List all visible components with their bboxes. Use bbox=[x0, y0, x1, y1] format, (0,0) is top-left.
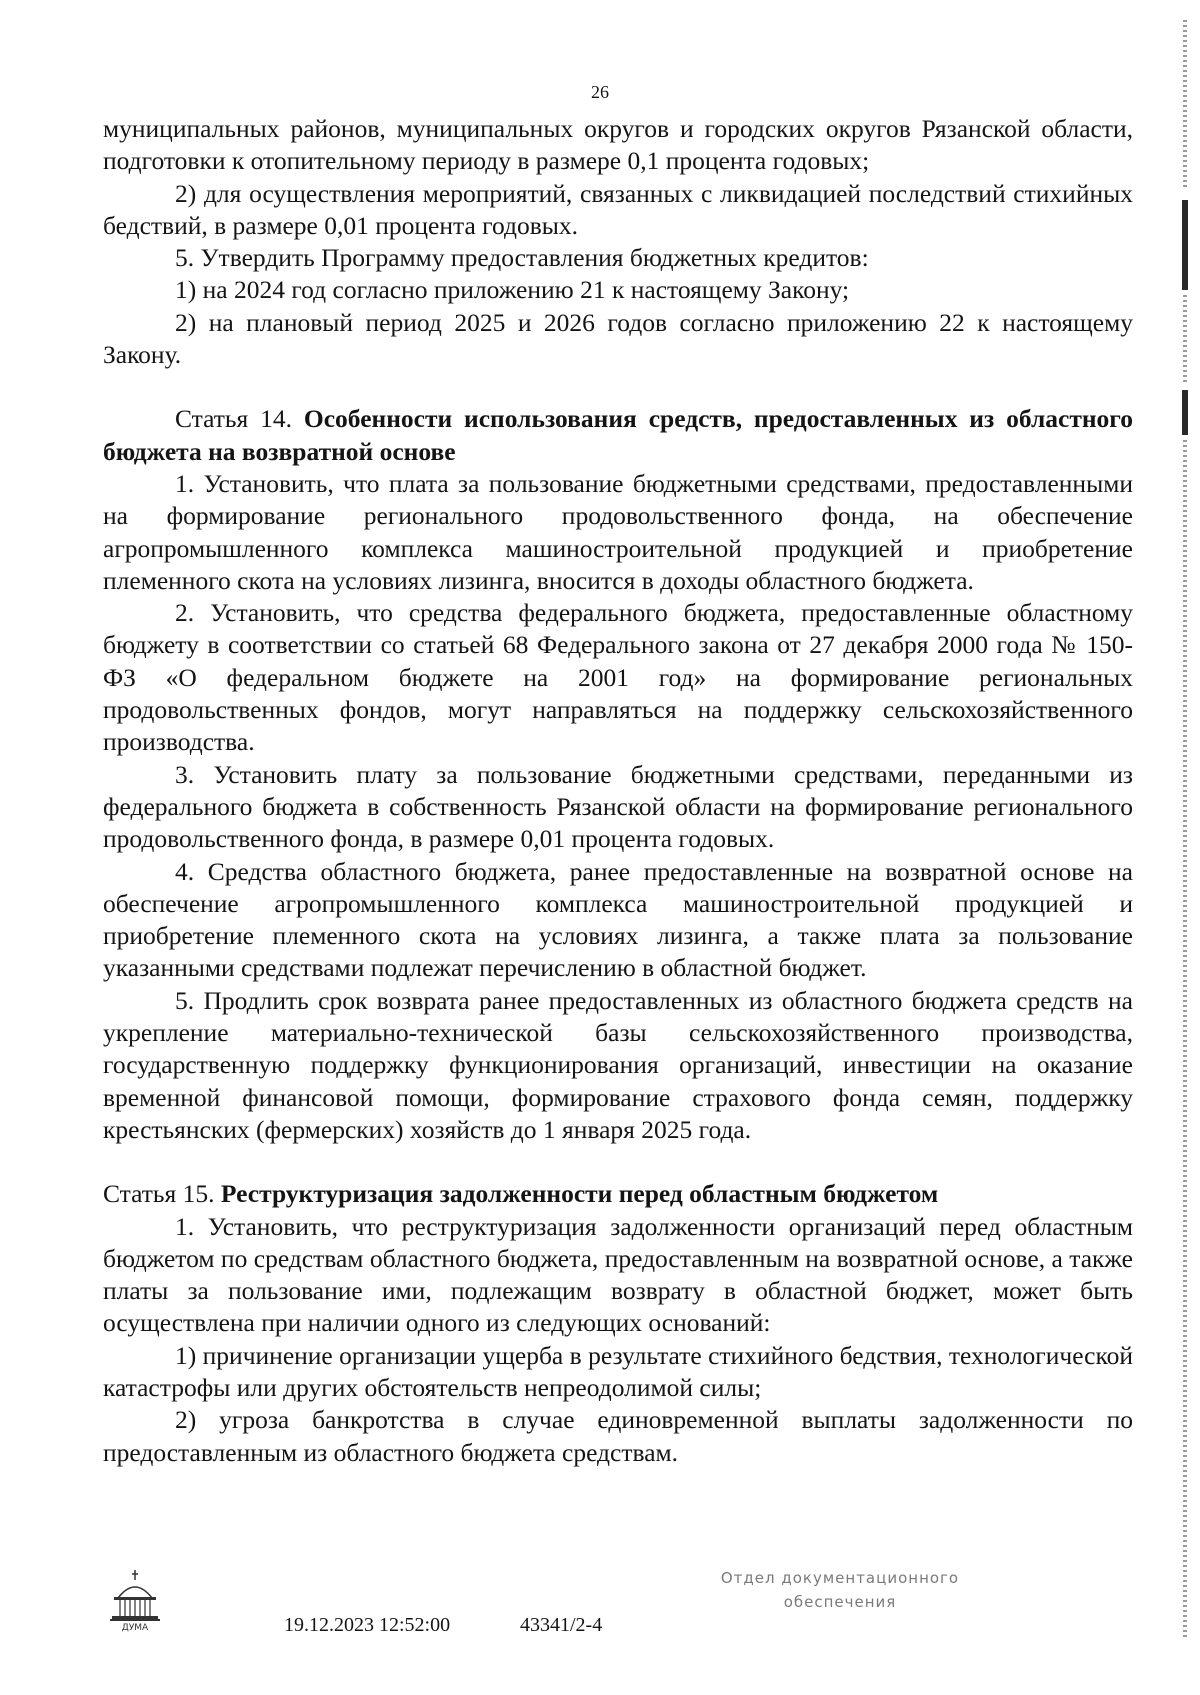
paragraph: 1) на 2024 год согласно приложению 21 к настоящему Закону; bbox=[175, 275, 850, 305]
document-body bbox=[103, 113, 1133, 1469]
page-number: 26 bbox=[591, 82, 609, 102]
paragraph: 2) угроза банкротства в случае единовременной выплаты задолженности по предоставленным из областного бюджета средствам. bbox=[103, 1405, 1133, 1467]
footer-datetime: 19.12.2023 12:52:00 bbox=[284, 1614, 451, 1636]
article-15-title: Реструктуризация задолженности перед областным бюджетом bbox=[220, 1179, 939, 1209]
logo-text: ДУМА bbox=[121, 1623, 149, 1632]
article-14-heading bbox=[103, 403, 1133, 468]
article-14-title: Особенности использования средств, предоставленных из областного бюджета на возвратной основе bbox=[103, 404, 1133, 466]
paragraph: 2) на плановый период 2025 и 2026 годов согласно приложению 22 к настоящему Закону. bbox=[103, 307, 1133, 370]
article-15-label: Статья 15. bbox=[103, 1179, 215, 1209]
article-15-heading bbox=[103, 1178, 1133, 1210]
stamp-line-2: обеспечения bbox=[783, 1593, 897, 1611]
footer-doc-number: 43341/2-4 bbox=[520, 1614, 603, 1636]
article-14-label: Статья 14. bbox=[175, 404, 293, 434]
stamp-line-1: Отдел документационного bbox=[720, 1569, 960, 1587]
paragraph: 1. Установить, что реструктуризация задолженности организаций перед областным бюджетом по средствам областного бюджета, предоставленным на возвратной основе, а также платы за пользование ими, подлежащим возврату в областной бюджет, может быть осуществлена при наличии одного из следующих оснований: bbox=[103, 1211, 1133, 1338]
paragraph: 5. Утвердить Программу предоставления бюджетных кредитов: bbox=[175, 243, 869, 273]
duma-building-icon bbox=[108, 1566, 162, 1632]
paragraph: 1. Установить, что плата за пользование бюджетными средствами, предоставленными на формирование регионального продовольственного фонда, на обеспечение агропромышленного комплекса машиностроительной продукцией и приобретение племенного скота на условиях лизинга, вносится в доходы областного бюджета. bbox=[103, 468, 1133, 595]
paragraph: 3. Установить плату за пользование бюджетными средствами, переданными из федерального бюджета в собственность Рязанской области на формирование регионального продовольственного фонда, в размере 0,01 процента годовых. bbox=[103, 759, 1133, 854]
department-stamp bbox=[690, 1566, 990, 1614]
paragraph: 4. Средства областного бюджета, ранее предоставленные на возвратной основе на обеспечение агропромышленного комплекса машиностроительной продукцией и приобретение племенного скота на условиях лизинга, а также плата за пользование указанными средствами подлежат перечислению в областной бюджет. bbox=[103, 856, 1133, 983]
paragraph: 2) для осуществления мероприятий, связанных с ликвидацией последствий стихийных бедствий, в размере 0,01 процента годовых. bbox=[103, 178, 1133, 240]
paragraph: 1) причинение организации ущерба в результате стихийного бедствия, технологической катастрофы или других обстоятельств непреодолимой силы; bbox=[103, 1340, 1133, 1402]
paragraph: 2. Установить, что средства федерального бюджета, предоставленные областному бюджету в соответствии со статьей 68 Федерального закона от 27 декабря 2000 года № 150-ФЗ «О федеральном бюджете на 2001 год» на формирование региональных продовольственных фондов, могут направляться на поддержку сельскохозяйственного производства. bbox=[103, 598, 1133, 757]
paragraph: муниципальных районов, муниципальных округов и городских округов Рязанской области, подготовки к отопительному периоду в размере 0,1 процента годовых; bbox=[103, 114, 1133, 176]
scan-edge-marks bbox=[1178, 20, 1192, 1660]
duma-logo bbox=[108, 1566, 162, 1632]
paragraph: 5. Продлить срок возврата ранее предоставленных из областного бюджета средств на укрепление материально-технической базы сельскохозяйственного производства, государственную поддержку функционирования организаций, инвестиции на оказание временной финансовой помощи, формирование страхового фонда семян, поддержку крестьянских (фермерских) хозяйств до 1 января 2025 года. bbox=[103, 985, 1133, 1144]
